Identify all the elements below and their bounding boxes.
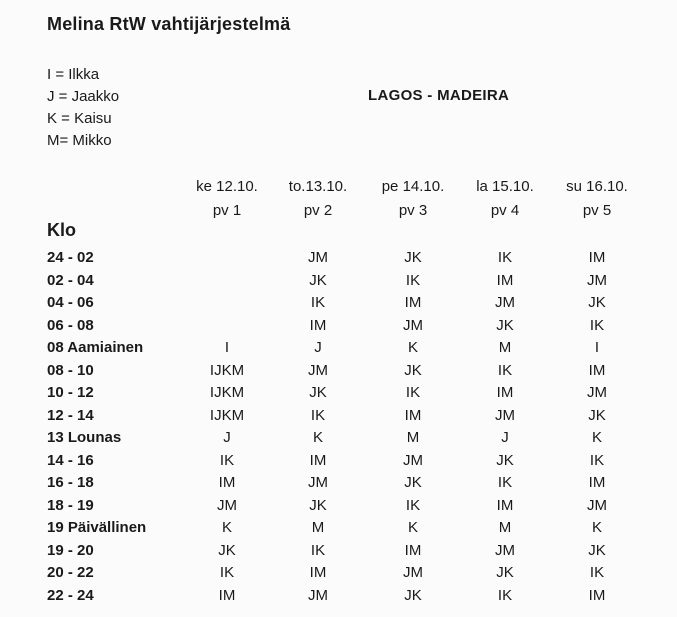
watch-cell: I — [224, 339, 230, 356]
table-row — [0, 247, 677, 269]
table-row — [0, 270, 677, 292]
day-header — [552, 175, 642, 223]
table-row — [0, 585, 677, 607]
watch-cell: JK — [588, 294, 606, 311]
watch-cell: K — [407, 339, 418, 356]
watch-cell: JK — [309, 496, 327, 514]
watch-cell: JM — [495, 294, 515, 311]
watch-cell: IK — [589, 564, 605, 581]
day-number: pv 1 — [212, 202, 242, 219]
watch-cell: IK — [497, 474, 513, 491]
legend-item: M= Mikko — [47, 132, 112, 149]
watch-cell: JK — [404, 361, 422, 379]
table-row — [0, 472, 677, 494]
watch-cell: IK — [589, 316, 605, 334]
document-title: Melina RtW vahtijärjestelmä — [47, 14, 291, 34]
watch-cell: JK — [404, 586, 422, 604]
watch-cell: IK — [589, 451, 605, 469]
time-slot: 10 - 12 — [47, 384, 94, 401]
watch-cell: IK — [497, 249, 513, 266]
legend-item: K = Kaisu — [47, 110, 112, 127]
watch-cell: IM — [588, 586, 606, 604]
watch-cell: JK — [588, 406, 606, 424]
watch-cell: K — [591, 519, 602, 536]
time-slot: 08 - 10 — [47, 361, 94, 379]
time-slot: 19 Päivällinen — [47, 519, 147, 536]
time-slot: 02 - 04 — [47, 271, 94, 289]
day-date: pe 14.10. — [381, 178, 445, 195]
time-slot: 20 - 22 — [47, 564, 94, 581]
time-slot: 22 - 24 — [47, 586, 94, 604]
watch-cell: IM — [496, 271, 514, 289]
time-slot: 06 - 08 — [47, 316, 94, 334]
watch-cell: J — [314, 339, 322, 356]
watch-cell: JK — [496, 316, 514, 334]
watch-cell: IK — [219, 451, 235, 469]
legend-item: I = Ilkka — [47, 66, 100, 83]
time-slot: 13 Lounas — [47, 429, 122, 446]
watch-cell: IM — [588, 361, 606, 379]
day-header — [273, 175, 363, 223]
day-header — [368, 175, 458, 223]
watch-cell: IM — [404, 541, 422, 559]
table-row — [0, 540, 677, 562]
table-row — [0, 315, 677, 337]
watch-cell: J — [501, 429, 509, 446]
watch-cell: JK — [496, 564, 514, 581]
watch-cell: K — [407, 519, 418, 536]
watch-cell: JK — [588, 541, 606, 559]
day-header — [182, 175, 272, 223]
day-date: la 15.10. — [476, 178, 534, 195]
time-slot: 19 - 20 — [47, 541, 94, 559]
table-row — [0, 360, 677, 382]
watch-cell: IJKM — [209, 384, 245, 401]
table-row — [0, 292, 677, 314]
watch-cell: JK — [218, 541, 236, 559]
time-slot: 08 Aamiainen — [47, 339, 144, 356]
watch-cell: JM — [403, 564, 423, 581]
watch-cell: M — [311, 519, 325, 536]
crew-legend — [47, 64, 119, 152]
table-row — [0, 405, 677, 427]
watch-cell: K — [591, 429, 602, 446]
watch-cell: JM — [403, 316, 423, 334]
time-slot: 14 - 16 — [47, 451, 94, 469]
watch-cell: IM — [218, 474, 236, 491]
table-row — [0, 337, 677, 359]
watch-cell: JM — [217, 496, 237, 514]
day-header — [460, 175, 550, 223]
legend-item: J = Jaakko — [47, 88, 120, 105]
watch-cell: IM — [404, 294, 422, 311]
watch-cell: JM — [495, 406, 515, 424]
watch-cell: IM — [218, 586, 236, 604]
watch-cell: IK — [405, 271, 421, 289]
day-number: pv 4 — [490, 202, 520, 219]
watch-cell: JM — [495, 541, 515, 559]
watch-cell: IM — [309, 451, 327, 469]
watch-cell: IK — [310, 406, 326, 424]
route-label: LAGOS - MADEIRA — [368, 87, 510, 104]
watch-cell: IM — [404, 406, 422, 424]
watch-cell: IJKM — [209, 406, 245, 424]
table-row — [0, 450, 677, 472]
day-date: su 16.10. — [566, 178, 628, 195]
watch-cell: J — [223, 429, 231, 446]
watch-cell: JM — [308, 586, 328, 604]
table-row — [0, 562, 677, 584]
watch-cell: IM — [309, 316, 327, 334]
watch-cell: IK — [219, 564, 235, 581]
day-number: pv 3 — [398, 202, 428, 219]
day-number: pv 5 — [582, 202, 612, 219]
table-row — [0, 427, 677, 449]
table-row — [0, 495, 677, 517]
watch-cell: JK — [496, 451, 514, 469]
watch-cell: IK — [310, 541, 326, 559]
table-row — [0, 382, 677, 404]
watch-cell: JK — [309, 384, 327, 401]
watch-cell: JM — [308, 361, 328, 379]
watch-cell: IM — [496, 384, 514, 401]
watch-cell: JK — [404, 474, 422, 491]
watch-cell: IM — [496, 496, 514, 514]
day-date: to.13.10. — [288, 178, 348, 195]
time-slot: 16 - 18 — [47, 474, 94, 491]
watch-cell: IK — [405, 496, 421, 514]
watch-cell: IK — [310, 294, 326, 311]
watch-cell: M — [498, 519, 512, 536]
watch-cell: I — [594, 339, 600, 356]
watch-cell: IK — [497, 361, 513, 379]
watch-cell: JM — [403, 451, 423, 469]
day-date: ke 12.10. — [196, 178, 258, 195]
watch-cell: JK — [309, 271, 327, 289]
watch-cell: IM — [588, 474, 606, 491]
watch-cell: IM — [309, 564, 327, 581]
watch-cell: K — [221, 519, 232, 536]
watch-cell: JM — [587, 271, 607, 289]
time-slot: 24 - 02 — [47, 249, 94, 266]
day-number: pv 2 — [303, 202, 333, 219]
watch-cell: JM — [308, 474, 328, 491]
time-slot: 18 - 19 — [47, 496, 94, 514]
watch-cell: JM — [587, 384, 607, 401]
watch-cell: K — [312, 429, 323, 446]
table-row — [0, 517, 677, 539]
time-slot: 12 - 14 — [47, 406, 94, 424]
klo-label: Klo — [47, 220, 76, 240]
watch-cell: JK — [404, 249, 422, 266]
time-slot: 04 - 06 — [47, 294, 94, 311]
watch-cell: M — [498, 339, 512, 356]
watch-cell: IK — [405, 384, 421, 401]
watch-cell: IK — [497, 586, 513, 604]
watch-cell: IJKM — [209, 361, 245, 379]
watch-cell: JM — [587, 496, 607, 514]
watch-cell: JM — [308, 249, 328, 266]
watch-cell: M — [406, 429, 420, 446]
watch-cell: IM — [588, 249, 606, 266]
